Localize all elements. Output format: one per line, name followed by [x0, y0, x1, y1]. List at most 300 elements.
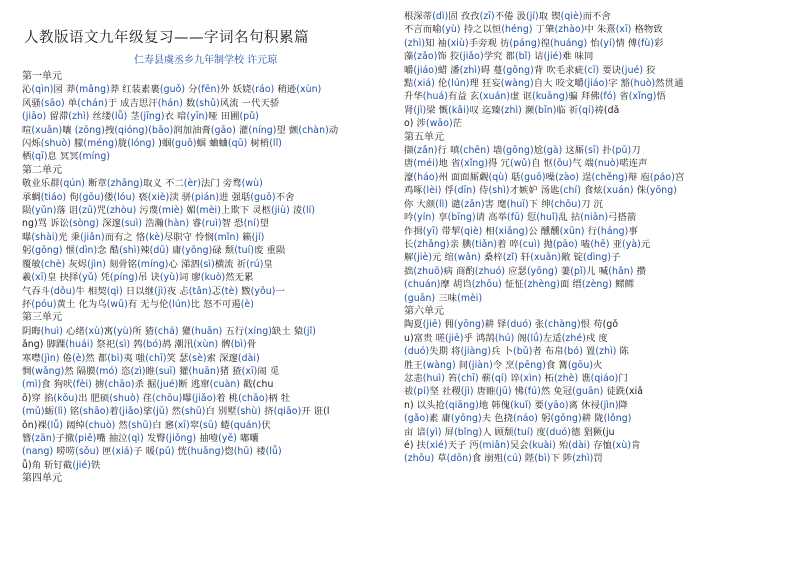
pinyin-annotation: (sī): [584, 145, 600, 157]
pinyin-annotation: (zì): [130, 365, 146, 377]
pinyin-annotation: (jū): [152, 406, 169, 418]
pinyin-annotation: (fó): [599, 91, 617, 103]
pinyin-annotation: (cú): [503, 453, 522, 465]
pinyin-annotation: (yōng): [453, 319, 485, 331]
pinyin-annotation: (kuāng): [532, 91, 569, 103]
pinyin-annotation: (jié): [72, 459, 92, 471]
pinyin-annotation: (miǎn): [478, 440, 510, 451]
pinyin-annotation: (kuò): [200, 272, 226, 284]
pinyin-annotation: (guān): [404, 292, 436, 304]
pinyin-annotation: (sì): [199, 258, 215, 270]
pinyin-annotation: (gǎo): [404, 413, 430, 425]
vocab-line: 气吞斗(dǒu)牛 相契(qì) 日以继(jì)夜 忐(tǎn)忑(tè) 黢(yǒu)一: [22, 285, 285, 297]
pinyin-annotation: (tuí): [234, 245, 255, 257]
pinyin-annotation: (zhǎng): [413, 238, 450, 250]
pinyin-annotation: (jìn): [599, 399, 619, 411]
vocab-line: 簪(zān)子撤(piě)嘴 抽泣(qì) 发臀(jiǒng) 抽噎(yē) 嘟囔: [22, 432, 259, 444]
pinyin-annotation: (zhuō): [413, 265, 444, 277]
vocab-line: 抔(póu)黄土 化为乌(wū)有 无与伦(lún)比 怒不可遏(è): [22, 298, 254, 310]
pinyin-annotation: (qī): [31, 151, 48, 163]
pinyin-annotation: (tiáo): [40, 191, 67, 203]
pinyin-annotation: (zhòu): [106, 205, 137, 217]
pinyin-annotation: (jiē): [422, 319, 442, 331]
pinyin-annotation: (jū): [495, 386, 512, 398]
pinyin-annotation: (jiǒng): [165, 432, 197, 444]
vocab-line: 祓(pí)坚 社稷(jì) 唐睢(jū) 怫(fú)然 免冠(guān) 徒跣(xiǎ: [404, 386, 644, 398]
vocab-line: 亩 谙(yì) 屏(bǐng)人 顾颓(tuí) 度(duó)德 猖獗(ju: [404, 426, 615, 438]
pinyin-annotation: (héng): [501, 24, 533, 36]
pinyin-annotation: (huì): [40, 325, 63, 337]
pinyin-annotation: (bì): [107, 352, 124, 364]
pinyin-annotation: (qiè): [560, 11, 583, 22]
pinyin-annotation: (zǎn): [413, 145, 438, 157]
pinyin-annotation: (tuí): [513, 426, 534, 438]
vocab-line: 躬(gōng) 惬(dìn)念 酷(shì)辣(dū) 庸(yōng)碌 颓(tuí)废 重陨: [22, 245, 286, 257]
pinyin-annotation: (bó): [563, 346, 583, 358]
pinyin-annotation: (gōng): [502, 145, 534, 157]
pinyin-annotation: (dài): [568, 440, 591, 451]
pinyin-annotation: (huān): [188, 365, 220, 377]
pinyin-annotation: (guān): [572, 386, 604, 398]
pinyin-annotation: (xiá): [413, 78, 435, 90]
left-column-body: [22, 70, 394, 486]
pinyin-annotation: (mǔ): [22, 406, 45, 418]
pinyin-annotation: (zǎo): [413, 51, 438, 63]
vocab-line: (mì)食 狗吠(fèi) 掳(chāo)杀 掘(jué)断 逃窜(cuàn) 戳(chu: [22, 379, 274, 391]
vocab-line: (zhì)知 袖(xiù)手旁观 彷(páng)徨(huáng) 怡(yí)情 傅(fù)彩: [404, 37, 664, 49]
pinyin-annotation: (gōu): [78, 191, 104, 203]
vocab-line: 陶夏(jiē) 佣(yōng)耕 铎(duó) 张(chàng)恨 苟(gǒ: [404, 319, 619, 331]
right-column-body: [404, 10, 776, 466]
pinyin-annotation: (páo): [649, 171, 675, 183]
pinyin-annotation: (sāo): [40, 97, 65, 109]
pinyin-annotation: (yōng): [526, 265, 558, 277]
pinyin-annotation: (wàng): [500, 78, 534, 90]
pinyin-annotation: (hán): [157, 97, 183, 109]
pinyin-annotation: (jìn): [87, 258, 106, 270]
pinyin-annotation: (shū): [181, 406, 206, 418]
pinyin-annotation: (yà): [622, 238, 641, 250]
vocab-line: 吟(yín) 享(bīng)请 高举(fū) 愆(huǐ)乱 拈(niān)弓搭箭: [404, 212, 637, 224]
pinyin-annotation: (chàn): [298, 124, 329, 136]
pinyin-annotation: (chī): [145, 352, 167, 364]
pinyin-annotation: (zōng): [74, 124, 105, 136]
pinyin-annotation: (lèi): [422, 185, 442, 197]
pinyin-annotation: (xǐng): [460, 158, 489, 170]
pinyin-annotation: (xíng): [244, 325, 272, 337]
pinyin-annotation: (chāo): [238, 392, 269, 404]
pinyin-annotation: (dì): [432, 11, 449, 22]
pinyin-annotation: (lǚ): [46, 419, 64, 431]
pinyin-annotation: (bīng): [447, 212, 476, 224]
pinyin-annotation: (bì): [534, 453, 551, 465]
vocab-line: (chuán)摩 胡诌(zhōu) 怔怔(zhèng)面 缙(zèng) 鳏鳏: [404, 279, 634, 291]
pinyin-annotation: (dǒu): [50, 285, 76, 297]
pinyin-annotation: (è): [72, 352, 86, 364]
pinyin-annotation: (zhāng): [106, 178, 144, 190]
pinyin-annotation: (sòng): [68, 218, 100, 230]
pinyin-annotation: (bì): [230, 339, 247, 351]
pinyin-annotation: (shuò): [40, 138, 71, 150]
vocab-line: 覆敏(chè) 灰烬(jìn) 刻骨铭(míng)心 涕泗(sì)横流 祈(rú)皇: [22, 258, 273, 270]
pinyin-annotation: (qióng): [114, 124, 149, 136]
pinyin-annotation: (pián): [191, 191, 220, 203]
pinyin-annotation: (gōu): [567, 359, 594, 371]
pinyin-annotation: (jiǎn): [80, 231, 105, 243]
pinyin-annotation: (jīng): [139, 111, 165, 123]
pinyin-annotation: (háng): [597, 225, 629, 237]
pinyin-annotation: (lì): [54, 406, 67, 418]
vocab-line: 肾(jì)梁 慨(kǎi)叹 迄臻(zhì) 濒(bīn)临 祈(qí)祷(dǎ: [404, 104, 620, 116]
pinyin-annotation: (zǐ): [502, 252, 518, 264]
pinyin-annotation: (zèng): [581, 279, 613, 291]
pinyin-annotation: (wū): [106, 298, 128, 310]
vocab-line: u)富贵 嗟(jiē)乎 鸿鹄(hú) 阁(lǘ)左适(zhé)戍 度: [404, 332, 608, 344]
pinyin-annotation: (mó): [95, 365, 119, 377]
vocab-line: 寒噤(jìn) 倦(è)然 都(bì)夷 嗤(chī)笑 瑟(sè)索 深邃(dài): [22, 352, 260, 364]
pinyin-annotation: (ruì): [201, 218, 222, 230]
pinyin-annotation: (chí): [559, 185, 581, 197]
pinyin-annotation: (yǒu): [250, 285, 276, 297]
pinyin-annotation: (qí): [491, 372, 508, 384]
pinyin-annotation: (yù): [441, 24, 461, 36]
pinyin-annotation: (lǐ): [269, 138, 283, 150]
pinyin-annotation: (nang): [22, 446, 54, 458]
pinyin-annotation: (guǒ): [159, 84, 186, 96]
vocab-line: 藻(zǎo)饰 狡(jiǎo)学究 都(bǐ) 诘(jié)难 味同: [404, 51, 594, 63]
pinyin-annotation: (bǐng): [454, 426, 483, 438]
pinyin-annotation: (huǎng): [187, 446, 225, 458]
pinyin-annotation: (jì): [413, 104, 427, 116]
pinyin-annotation: (lì): [435, 198, 449, 210]
pinyin-annotation: (xuán): [479, 91, 511, 103]
pinyin-annotation: (jì): [154, 285, 167, 297]
pinyin-annotation: (huá): [422, 91, 449, 103]
pinyin-annotation: (jí): [251, 231, 265, 243]
pinyin-annotation: (jì): [460, 386, 474, 398]
pinyin-annotation: (xié): [426, 440, 448, 451]
pinyin-annotation: (jiāo): [22, 111, 47, 123]
pinyin-annotation: (xuān): [530, 252, 562, 264]
pinyin-annotation: (zào): [555, 171, 580, 183]
pinyin-annotation: (cuì): [519, 238, 541, 250]
pinyin-annotation: (yē): [218, 432, 238, 444]
pinyin-annotation: (pǔ): [155, 446, 175, 458]
pinyin-annotation: (qìn): [31, 84, 54, 96]
pinyin-annotation: (shāo): [79, 406, 110, 418]
pinyin-annotation: (cuàn): [209, 379, 241, 391]
pinyin-annotation: (míng): [137, 258, 169, 270]
vocab-line: 你 大颜(lì) 谴(zǎn)害 麾(huī)下 绅(chōu)刀 沉: [404, 198, 603, 210]
pinyin-annotation: (huáng): [550, 37, 588, 49]
pinyin-annotation: (sǒu): [75, 446, 100, 458]
pinyin-annotation: (gà): [543, 145, 563, 157]
pinyin-annotation: (dīn): [453, 185, 477, 197]
vocab-line: 闪烁(shuò) 朦(méng)胧(lóng) )蝈(guō)蝈 蛐蛐(qū) 树梢(lǐ): [22, 138, 283, 150]
pinyin-annotation: (piě): [74, 432, 97, 444]
vocab-line: 作揖(yī) 带挈(qiè) 相(xiāng)公 醺醺(xūn) 行(háng)事: [404, 225, 638, 237]
vocab-line: 栖(qī)息 冥冥(míng): [22, 151, 111, 163]
pinyin-annotation: (yǔn): [31, 205, 57, 217]
pinyin-annotation: (wāo): [425, 118, 453, 130]
pinyin-annotation: (guō): [520, 171, 546, 183]
pinyin-annotation: (hǎn): [608, 265, 634, 277]
pinyin-annotation: (yōng): [646, 185, 677, 197]
pinyin-annotation: (xuān): [31, 124, 63, 136]
vocab-line: 鸡啄(lèi) 俘(dīn) 侍(shì)才嫉妒 汤匙(chí) 食炫(xuán) 侏(yōng): [404, 185, 677, 197]
pinyin-annotation: (lí): [302, 205, 316, 217]
pinyin-annotation: (ní): [243, 218, 260, 230]
section-heading: 第四单元: [22, 473, 62, 485]
pinyin-annotation: (dìng): [583, 252, 612, 264]
pinyin-annotation: (yī): [422, 225, 439, 237]
pinyin-annotation: (huái): [65, 339, 94, 351]
pinyin-annotation: (chá): [154, 325, 179, 337]
pinyin-annotation: (zhōu): [471, 279, 502, 291]
pinyin-annotation: (rú): [246, 258, 264, 270]
pinyin-annotation: (hàn): [163, 218, 190, 230]
pinyin-annotation: (wǎn): [453, 252, 481, 264]
vocab-line: 喧(xuān)嚷 (zōng)拽(qióng)(bāo)润加油膏(gāo) 灌(níng)望 颤(chàn)动: [22, 124, 339, 136]
pinyin-annotation: (èr): [183, 178, 201, 190]
document-author: 仁寿县虞丞乡九年制学校 许元琼: [134, 55, 278, 66]
vocab-line: 敬业乐群(qún) 断章(zhāng)取义 不二(èr)法门 旁骛(wù): [22, 178, 263, 190]
pinyin-annotation: (zhì): [68, 111, 90, 123]
vocab-line: 不言而喻(yù) 持之以恒(héng) 丁肇(zhào)中 朱熹(xī) 格物致: [404, 24, 663, 36]
pinyin-annotation: (jí): [525, 11, 539, 22]
pinyin-annotation: (jué): [156, 379, 179, 391]
section-heading: 第六单元: [404, 305, 444, 317]
pinyin-annotation: (zhì): [595, 346, 617, 358]
pinyin-annotation: (zhè): [553, 372, 579, 384]
pinyin-annotation: (míng): [78, 151, 111, 163]
pinyin-annotation: (xiá): [111, 446, 134, 458]
pinyin-annotation: (chán): [77, 97, 108, 109]
pinyin-annotation: (xuán): [602, 185, 634, 197]
pinyin-annotation: (qiáo): [590, 372, 619, 384]
pinyin-annotation: (gōng): [502, 64, 534, 76]
pinyin-annotation: (qiè): [460, 225, 483, 237]
pinyin-annotation: (xù): [612, 440, 632, 451]
pinyin-annotation: (lún): [447, 78, 470, 90]
pinyin-annotation: (xī): [241, 365, 258, 377]
vocab-line: 风骚(sāo) 单(chán)于 成吉思汗(hán) 数(shǔ)风流 一代天骄: [22, 97, 280, 109]
pinyin-annotation: (bǐ): [514, 51, 532, 63]
vocab-line: é) 扶(xié)天子 沔(miǎn)吴会(kuài) 殆(dài) 存恤(xù)肯: [404, 440, 641, 451]
pinyin-annotation: (gōng): [31, 245, 63, 257]
vocab-line: 阴晦(huì) 心绪(xù)寓(yù)所 猹(chá) 獾(huān) 五行(xíng)缺土 猿(jǐ): [22, 325, 316, 337]
pinyin-annotation: (huān): [191, 325, 223, 337]
pinyin-annotation: (jiǎo): [459, 51, 484, 63]
pinyin-annotation: (lóu): [113, 191, 136, 203]
pinyin-annotation: (fù): [637, 37, 655, 49]
pinyin-annotation: (huì): [422, 372, 445, 384]
pinyin-annotation: (guō): [171, 138, 197, 150]
pinyin-annotation: (nuò): [594, 158, 620, 170]
vocab-line: 拙(zhuō)病 商酌(zhuó) 应瑟(yōng) 萋(pǐ)儿 喊(hǎn) 攒: [404, 265, 646, 277]
pinyin-annotation: (pāo): [552, 238, 578, 250]
vocab-line: o) 涉(wāo)茫: [404, 118, 463, 130]
pinyin-annotation: (hē): [590, 238, 610, 250]
pinyin-annotation: (fū): [506, 212, 524, 224]
pinyin-annotation: (dìn): [75, 245, 98, 257]
pinyin-annotation: (qū): [227, 138, 248, 150]
pinyin-annotation: (bīn): [534, 104, 557, 116]
vocab-line: 承蜩(tiáo) 佝(gōu)偻(lóu) 亵(xiè)渎 骈(pián)进 强聒(guō)不舍: [22, 191, 295, 203]
pinyin-annotation: (gōng): [550, 413, 582, 425]
pinyin-annotation: (píng): [109, 272, 139, 284]
pinyin-annotation: (lǚ): [265, 446, 282, 458]
pinyin-annotation: (shì): [119, 245, 141, 257]
pinyin-annotation: (yì): [425, 426, 442, 438]
pinyin-annotation: (zǔ): [78, 205, 97, 217]
pinyin-annotation: (huī): [506, 198, 529, 210]
vocab-line: ǚ)角 斩钉截(jié)铁: [22, 459, 101, 471]
pinyin-annotation: (qì): [106, 285, 123, 297]
pinyin-annotation: (chàng): [544, 319, 581, 331]
pinyin-annotation: (xī): [174, 419, 190, 431]
pinyin-annotation: (kuài): [528, 440, 556, 451]
vocab-line: ō)穿 掐(kǒu)出 肥硕(shuò) 荏(chōu)曝(jiǎo)着 桃(chāo)柄 牡: [22, 392, 291, 404]
pinyin-annotation: (zhì): [572, 453, 594, 465]
pinyin-annotation: (suì): [121, 218, 143, 230]
vocab-line: ng)骂 诉讼(sòng) 深邃(suì) 浩瀚(hàn) 睿(ruì)智 恐(ní)望: [22, 218, 270, 230]
vocab-line: 撷(zǎn)行 嗔(chēn) 墙(gōng)尬(gà) 这厮(sī) 扑(pū)刀: [404, 145, 641, 157]
pinyin-annotation: (níng): [248, 124, 277, 136]
pinyin-annotation: (xùn): [193, 339, 219, 351]
vocab-line: 解(jiè)元 绾(wǎn) 桑梓(zǐ) 轩(xuān)敞 锭(dìng)子: [404, 252, 621, 264]
pinyin-annotation: (chěng): [591, 171, 629, 183]
pinyin-annotation: (chè): [40, 258, 66, 270]
pinyin-annotation: (sè): [188, 352, 207, 364]
vocab-line: (nang) 唠唠(sǒu) 匣(xiá)子 暖(pǔ) 恍(huǎng)惚(hū) 褛(lǚ): [22, 446, 282, 458]
pinyin-annotation: (kǒu): [53, 392, 79, 404]
pinyin-annotation: (ōu): [553, 158, 573, 170]
pinyin-annotation: (tiǎn): [471, 238, 498, 250]
pinyin-annotation: (jiè): [413, 252, 433, 264]
vocab-line: (zhōu) 草(dōn)食 崩殂(cú) 陛(bì)下 陟(zhì)罚: [404, 453, 603, 465]
pinyin-annotation: (jiàng): [460, 346, 492, 358]
pinyin-annotation: (gāo): [210, 124, 236, 136]
pinyin-annotation: (yāo): [543, 399, 569, 411]
pinyin-annotation: (dōn): [446, 453, 472, 465]
vocab-line: 黠(xiá) 伦(lún)理 狂妄(wàng)自大 咬文嚼(jiáo)字 豁(huò)然贯通: [404, 78, 684, 90]
pinyin-annotation: (kuǐ): [510, 399, 532, 411]
pinyin-annotation: (qì): [127, 432, 144, 444]
vocab-line: 忿恚(huì) 笞(chī) 蕲(qí) 谇(xìn) 柘(zhè) 谯(qiáo)门: [404, 372, 628, 384]
pinyin-annotation: (bāo): [148, 124, 174, 136]
pinyin-annotation: (è): [240, 298, 254, 310]
vocab-line: 沁(qìn)园 莽(mǎng)莽 红装素裹(guǒ) 分(fēn)外 妖娆(ráo) 稍逊(xùn): [22, 84, 322, 96]
pinyin-annotation: (jiàn): [468, 359, 493, 371]
vocab-line: 陨(yǔn)落 诅(zǔ)咒(zhòu) 污蔑(miè) 媚(mèi)上欺下 灵柩(jiù) 淩(lí): [22, 205, 316, 217]
pinyin-annotation: (qí): [578, 104, 595, 116]
pinyin-annotation: (jiǎo): [118, 406, 144, 418]
pinyin-annotation: (yǔ): [78, 272, 98, 284]
left-column: [22, 10, 394, 555]
pinyin-annotation: (jué): [621, 64, 644, 76]
pinyin-annotation: (yōng): [450, 413, 482, 425]
pinyin-annotation: (mèi): [457, 292, 483, 304]
pinyin-annotation: (jǐ): [303, 325, 316, 337]
pinyin-annotation: (huǐ): [536, 212, 559, 224]
pinyin-annotation: (pǔ): [239, 111, 259, 123]
pinyin-annotation: (wàng): [422, 359, 456, 371]
section-heading: 第三单元: [22, 312, 62, 324]
pinyin-annotation: (háo): [413, 171, 439, 183]
pinyin-annotation: (suī): [155, 365, 177, 377]
pinyin-annotation: (chuò): [84, 419, 116, 431]
vocab-line: (guān) 三味(mèi): [404, 292, 483, 304]
vocab-line: 羲(xī)皇 抉择(yǔ) 凭(píng)吊 诀(yù)词 廖(kuò)然无累: [22, 272, 254, 284]
pinyin-annotation: (chēn): [459, 145, 490, 157]
pinyin-annotation: (jiáo): [413, 64, 438, 76]
pinyin-annotation: (sì): [115, 339, 131, 351]
section-heading: 第五单元: [404, 131, 444, 143]
pinyin-annotation: (pí): [413, 386, 430, 398]
pinyin-annotation: (yīn): [186, 111, 209, 123]
pinyin-annotation: (niān): [580, 212, 609, 224]
pinyin-annotation: (fēn): [197, 84, 221, 96]
pinyin-annotation: (zī): [479, 11, 495, 22]
pinyin-annotation: (yí): [599, 37, 616, 49]
pinyin-annotation: (huò): [630, 78, 656, 90]
pinyin-annotation: (zān): [31, 432, 56, 444]
pinyin-annotation: (jiù): [270, 205, 290, 217]
pinyin-annotation: (chī): [457, 372, 479, 384]
pinyin-annotation: (lún): [168, 298, 191, 310]
pinyin-annotation: (xùn): [296, 84, 322, 96]
pinyin-annotation: (qiāng): [444, 399, 479, 411]
pinyin-annotation: (miè): [158, 205, 184, 217]
pinyin-annotation: (jìn): [40, 352, 60, 364]
pinyin-annotation: (guō): [250, 191, 276, 203]
pinyin-annotation: (xūn): [559, 225, 585, 237]
pinyin-annotation: (dài): [237, 352, 260, 364]
vocab-line: 唐(méi)地 省(xǐng)得 冗(wǔ)自 怄(ōu)气 端(nuò)喏连声: [404, 158, 648, 170]
pinyin-annotation: (jié): [543, 51, 563, 63]
pinyin-annotation: (yōng): [181, 245, 213, 257]
pinyin-annotation: (zǎn): [460, 198, 485, 210]
pinyin-annotation: (mèi): [195, 205, 221, 217]
vocab-line: 升华(huá)有益 玄(xuán)虚 诓(kuāng)骗 拜佛(fó) 省(xǐng)悟: [404, 91, 666, 103]
pinyin-annotation: (duó): [404, 346, 430, 358]
pinyin-annotation: (xù): [84, 325, 104, 337]
pinyin-annotation: (lǚ): [111, 111, 128, 123]
pinyin-annotation: (zhé): [561, 332, 586, 344]
vocab-line: (jiāo) 留滞(zhì) 丝缕(lǚ) 茎(jīng)衣 喑(yīn)哑 田圃(pǔ): [22, 111, 259, 123]
pinyin-annotation: (náo): [513, 413, 539, 425]
pinyin-annotation: (cī): [583, 64, 600, 76]
pinyin-annotation: (jiǎo): [191, 392, 217, 404]
document-title: 人教版语文九年级复习——字词名句积累篇: [24, 30, 309, 46]
vocab-line: 根深蒂(dì)固 孜孜(zī)不倦 汲(jí)取 锲(qiè)而不舍: [404, 11, 611, 22]
pinyin-annotation: (xiè): [147, 191, 170, 203]
pinyin-annotation: (xiù): [446, 37, 469, 49]
pinyin-annotation: (hú): [494, 332, 515, 344]
pinyin-annotation: (xiāng): [494, 225, 529, 237]
pinyin-annotation: (hū): [233, 446, 254, 458]
pinyin-annotation: (duó): [506, 319, 532, 331]
pinyin-annotation: (zhì): [404, 37, 426, 49]
pinyin-annotation: (póu): [31, 298, 57, 310]
pinyin-annotation: (wǎng): [31, 365, 65, 377]
pinyin-annotation: (shǔ): [195, 97, 220, 109]
pinyin-annotation: (méi): [413, 158, 439, 170]
pinyin-annotation: (bó): [142, 339, 162, 351]
pinyin-annotation: (jiē): [444, 332, 464, 344]
pinyin-annotation: (qún): [59, 178, 86, 190]
